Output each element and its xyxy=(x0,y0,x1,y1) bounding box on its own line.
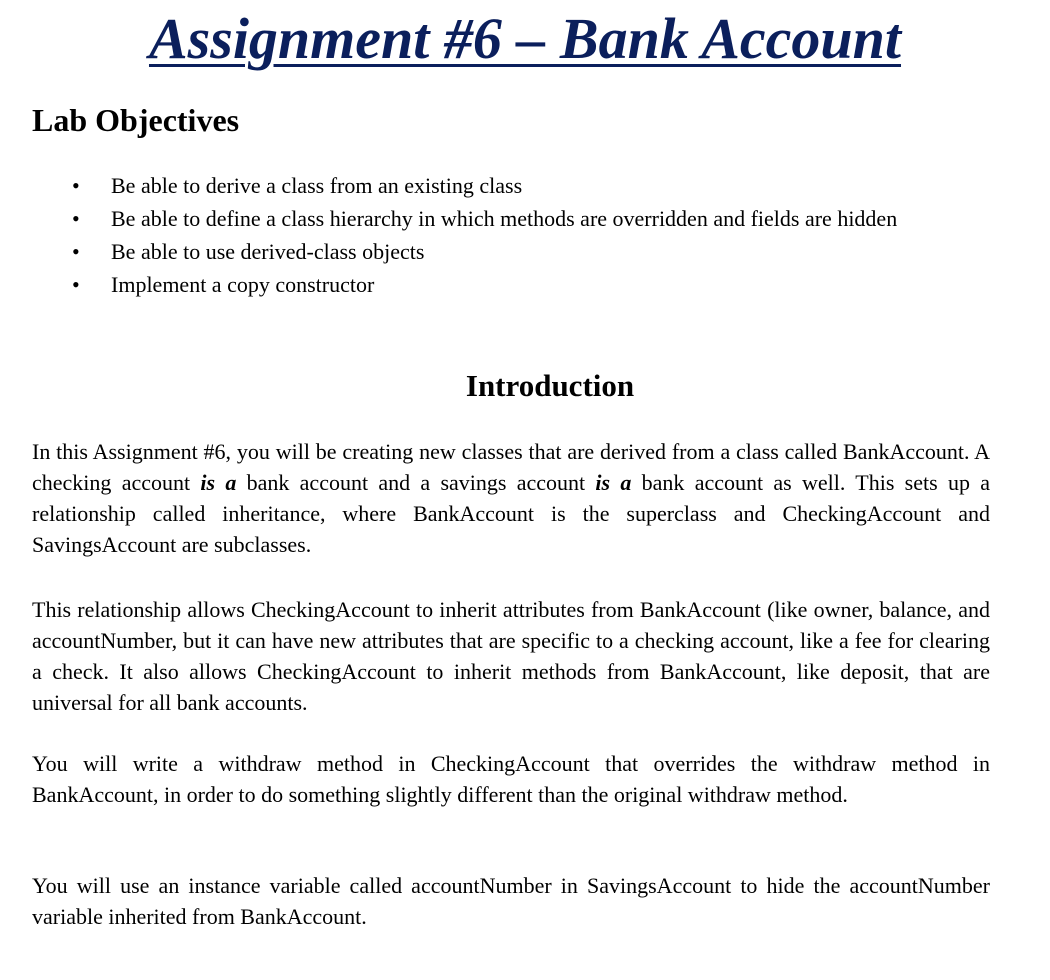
bullet-icon: • xyxy=(72,206,80,231)
bullet-icon: • xyxy=(72,272,80,297)
paragraph-text: In this Assignment #6, you will be creating new classes that are derived from a class called BankAccount. A checking account xyxy=(32,439,990,495)
objective-text: Be able to use derived-class objects xyxy=(111,239,425,264)
objective-text: Implement a copy constructor xyxy=(111,272,375,297)
paragraph-text: bank account and a savings account xyxy=(236,470,596,495)
document-title-text: Assignment #6 – Bank Account xyxy=(148,6,902,71)
objective-item xyxy=(0,271,956,298)
bullet-icon: • xyxy=(72,173,80,198)
document-title xyxy=(0,4,1050,74)
introduction-paragraph-1 xyxy=(32,436,990,560)
objective-item xyxy=(0,205,956,232)
introduction-paragraph-2: This relationship allows CheckingAccount to inherit attributes from BankAccount (like owner, balance, and accountNumber, but it can have new attributes that are specific to a checking account, like a fee for clearing a check. It also allows CheckingAccount to inherit methods from BankAccount, like deposit, that are universal for all bank accounts. xyxy=(32,597,990,715)
emphasis-is-a: is a xyxy=(200,470,237,495)
bullet-icon: • xyxy=(72,239,80,264)
objective-text: Be able to derive a class from an existing class xyxy=(111,173,523,198)
lab-objectives-list xyxy=(0,172,1050,304)
emphasis-is-a: is a xyxy=(595,470,632,495)
paragraph-text: bank account as well. This sets up a relationship called inheritance, where BankAccount is the superclass and CheckingAccount and SavingsAccount are subclasses. xyxy=(32,470,990,557)
objective-item xyxy=(0,172,956,199)
introduction-heading: Introduction xyxy=(465,368,635,403)
introduction-paragraph-4: You will use an instance variable called accountNumber in SavingsAccount to hide the accountNumber variable inherited from BankAccount. xyxy=(32,873,990,929)
objective-text: Be able to define a class hierarchy in which methods are overridden and fields are hidden xyxy=(111,206,898,231)
lab-objectives-heading: Lab Objectives xyxy=(32,102,240,138)
introduction-paragraph-3: You will write a withdraw method in CheckingAccount that overrides the withdraw method in BankAccount, in order to do something slightly different than the original withdraw method. xyxy=(32,751,990,807)
objective-item xyxy=(0,238,956,265)
